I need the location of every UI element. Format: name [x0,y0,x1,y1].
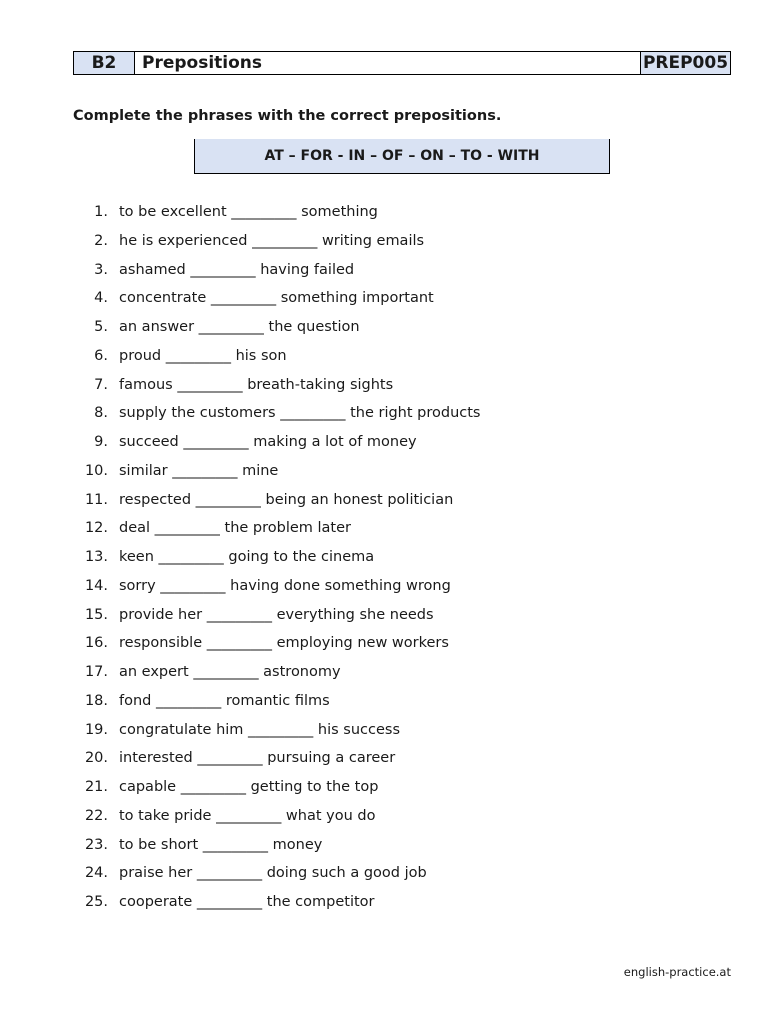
item-phrase: responsible _________ employing new workers [119,635,449,652]
item-number: 14. [84,577,108,594]
item-number: 21. [84,779,108,795]
item-number: 4. [94,290,108,307]
item-number: 6. [94,347,108,364]
item-number: 16. [84,635,108,652]
item-phrase: to be short _________ money [119,836,323,853]
item-phrase: ashamed _________ having failed [119,261,355,278]
item-number: 15. [84,606,108,623]
exercise-item [0,719,768,748]
exercise-item [0,604,768,633]
item-number: 23. [84,836,108,853]
worksheet-header [73,51,731,75]
item-number: 18. [84,692,108,709]
item-phrase: concentrate _________ something important [119,290,434,307]
item-number: 10. [84,462,108,479]
exercise-item [0,891,768,920]
exercise-item [0,776,768,805]
item-phrase: congratulate him _________ his success [119,721,401,738]
instruction-text: Complete the phrases with the correct prepositions. [73,108,502,124]
item-phrase: praise her _________ doing such a good job [119,865,427,882]
exercise-item [0,374,768,403]
exercise-item [0,345,768,374]
item-number: 2. [94,232,108,249]
item-phrase: interested _________ pursuing a career [119,750,396,767]
exercise-item [0,747,768,776]
exercise-item [0,805,768,834]
item-phrase: fond _________ romantic films [119,692,330,709]
item-number: 5. [94,319,108,335]
exercise-item [0,316,768,345]
item-number: 25. [84,894,108,910]
item-phrase: similar _________ mine [119,462,279,479]
item-number: 7. [94,376,108,393]
item-phrase: respected _________ being an honest politician [119,491,454,508]
item-phrase: deal _________ the problem later [119,520,351,537]
item-number: 20. [84,750,108,767]
exercise-item [0,690,768,719]
item-number: 13. [84,549,108,565]
worksheet-code: PREP005 [642,53,729,73]
exercise-item [0,661,768,690]
exercise-item [0,862,768,891]
exercise-item [0,402,768,431]
exercise-item [0,460,768,489]
item-number: 8. [94,405,108,422]
item-phrase: to take pride _________ what you do [119,807,376,824]
item-phrase: keen _________ going to the cinema [119,549,375,565]
item-number: 9. [94,434,108,450]
exercise-item [0,517,768,546]
item-phrase: cooperate _________ the competitor [119,894,375,910]
item-phrase: famous _________ breath-taking sights [119,376,394,393]
exercise-item [0,287,768,316]
footer-source: english-practice.at [623,965,731,979]
level-badge: B2 [74,52,135,74]
item-phrase: supply the customers _________ the right products [119,405,481,422]
item-phrase: capable _________ getting to the top [119,779,379,795]
item-phrase: succeed _________ making a lot of money [119,434,417,450]
exercise-item [0,431,768,460]
item-phrase: an expert _________ astronomy [119,664,341,680]
item-phrase: he is experienced _________ writing emails [119,232,425,249]
item-number: 1. [94,204,108,220]
item-number: 19. [84,721,108,738]
exercise-item [0,201,768,230]
item-number: 24. [84,865,108,882]
exercise-item [0,259,768,288]
item-number: 3. [94,261,108,278]
exercise-item [0,546,768,575]
item-number: 11. [84,491,108,508]
item-number: 12. [84,520,108,537]
exercise-item [0,834,768,863]
item-phrase: sorry _________ having done something wrong [119,577,451,594]
item-number: 17. [84,664,108,680]
item-phrase: provide her _________ everything she needs [119,606,434,623]
word-bank: AT – FOR - IN – OF – ON – TO - WITH [194,139,610,174]
exercise-item [0,632,768,661]
exercise-list [0,201,768,920]
item-phrase: an answer _________ the question [119,319,360,335]
worksheet-title: Prepositions [135,52,641,74]
exercise-item [0,575,768,604]
item-number: 22. [84,807,108,824]
item-phrase: to be excellent _________ something [119,204,378,220]
exercise-item [0,230,768,259]
item-phrase: proud _________ his son [119,347,287,364]
exercise-item [0,489,768,518]
